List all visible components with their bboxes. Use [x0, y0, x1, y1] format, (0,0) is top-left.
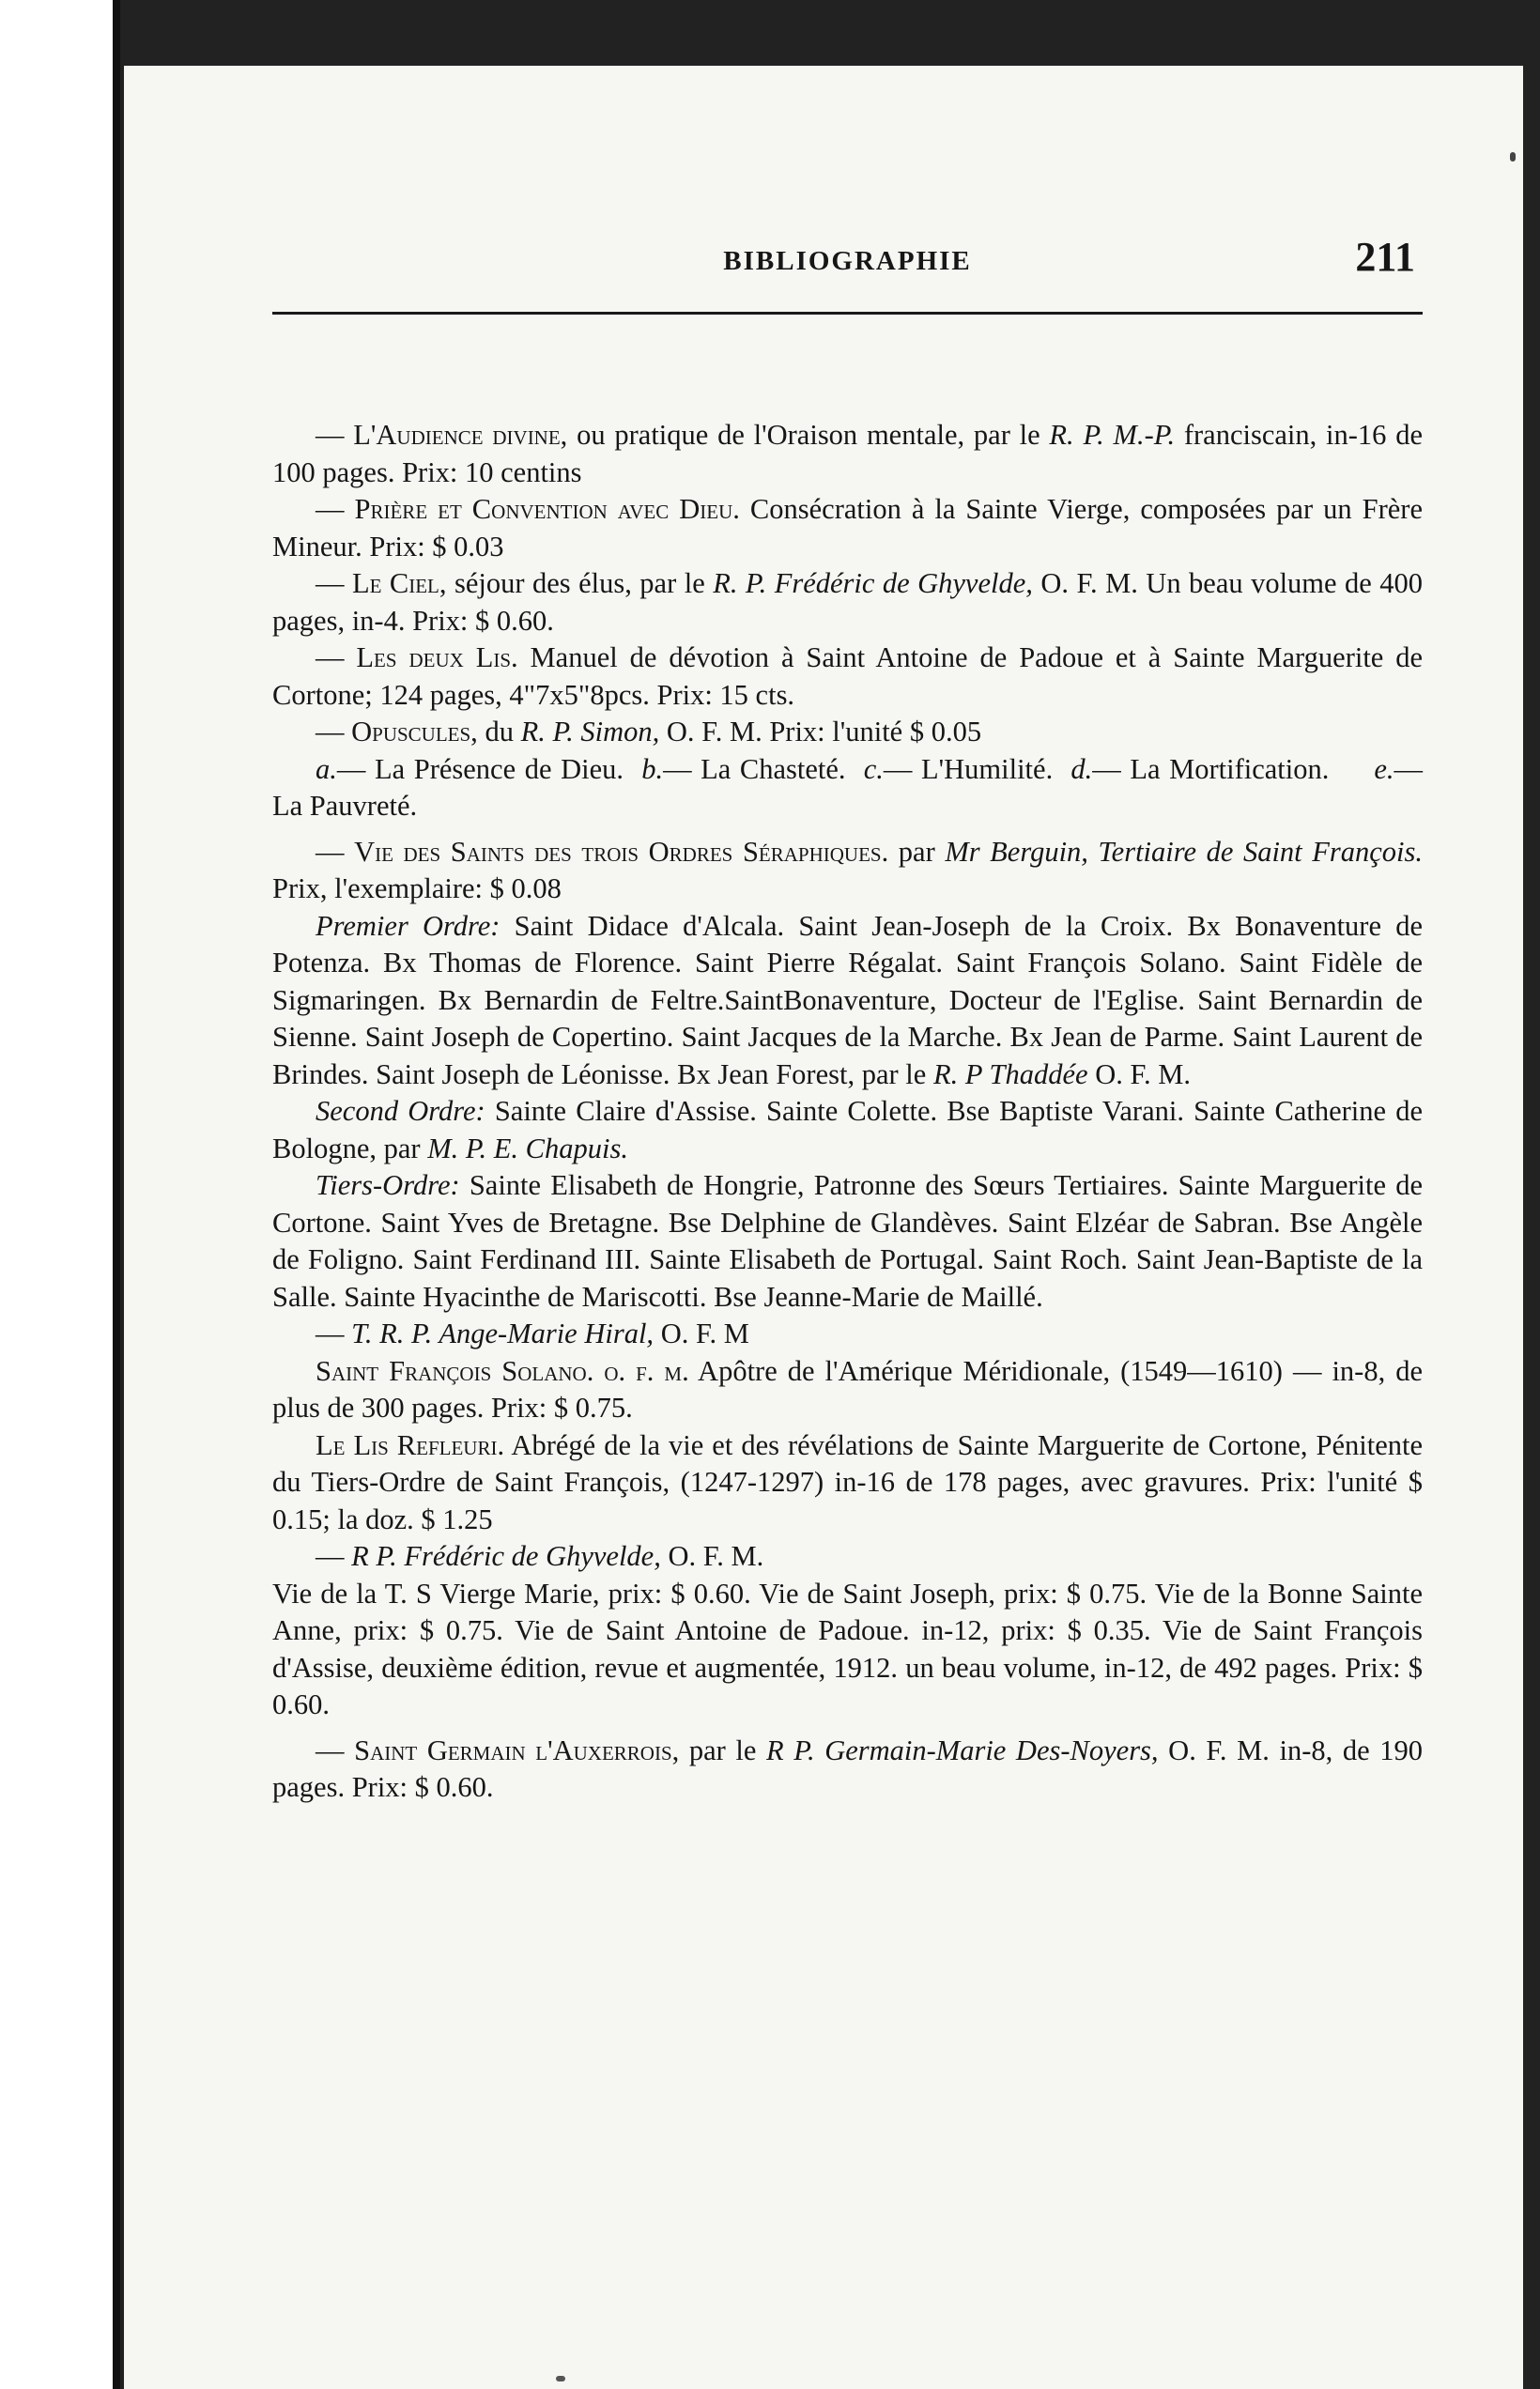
- entry-ghyvelde: — R P. Frédéric de Ghyvelde, O. F. M.: [316, 1540, 764, 1572]
- premier-ordre: Premier Ordre: Saint Didace d'Alcala. Saint Jean-Joseph de la Croix. Bx Bonaventure de Potenza. Bx Thomas de Florence. Saint Pierre Régalat. Saint François Solano. Saint Fidèle de Sigmaringen. Bx Bernardin de Feltre.SaintBonaventure, Docteur de l'Eglise. Saint Bernardin de Sienne. Saint Joseph de Copertino. Saint Jacques de la Marche. Bx Jean de Parme. Saint Laurent de Brindes. Saint Joseph de Léonisse. Bx Jean Forest, par le R. P Thaddée O. F. M.: [272, 909, 1423, 1090]
- entry-priere-convention: — Prière et Convention avec Dieu. Consécration à la Sainte Vierge, composées par un Frère Mineur. Prix: $ 0.03: [272, 493, 1423, 563]
- entry-opuscules: — Opuscules, du R. P. Simon, O. F. M. Prix: l'unité $ 0.05: [316, 716, 982, 748]
- entry-saint-francois-solano: Saint François Solano. o. f. m. Apôtre de l'Amérique Méridionale, (1549—1610) — in-8, de plus de 300 pages. Prix: $ 0.75.: [272, 1354, 1423, 1424]
- entry-audience-divine: — L'Audience divine, ou pratique de l'Oraison mentale, par le R. P. M.-P. franciscain, in-16 de 100 pages. Prix: 10 centins: [272, 419, 1423, 488]
- entry-les-deux-lis: — Les deux Lis. Manuel de dévotion à Saint Antoine de Padoue et à Sainte Marguerite de Cortone; 124 pages, 4"7x5"8pcs. Prix: 15 cts.: [272, 641, 1424, 711]
- tiers-ordre: Tiers-Ordre: Sainte Elisabeth de Hongrie, Patronne des Sœurs Tertiaires. Sainte Marguerite de Cortone. Saint Yves de Bretagne. Bse Delphine de Glandèves. Saint Elzéar de Sabran. Bse Angèle de Foligno. Saint Ferdinand III. Sainte Elisabeth de Portugal. Saint Roch. Saint Jean-Baptiste de la Salle. Sainte Hyacinthe de Mariscotti. Bse Jeanne-Marie de Maillé.: [272, 1169, 1423, 1313]
- entry-hiral: — T. R. P. Ange-Marie Hiral, O. F. M: [316, 1318, 749, 1349]
- entry-le-ciel: — Le Ciel, séjour des élus, par le R. P. Frédéric de Ghyvelde, O. F. M. Un beau volume de 400 pages, in-4. Prix: $ 0.60.: [272, 567, 1424, 637]
- entry-vie-des-saints: — Vie des Saints des trois Ordres Séraphiques. par Mr Berguin, Tertiaire de Saint François. Prix, l'exemplaire: $ 0.08: [272, 835, 1423, 904]
- second-ordre: Second Ordre: Sainte Claire d'Assise. Sainte Colette. Bse Baptiste Varani. Sainte Catherine de Bologne, par M. P. E. Chapuis.: [272, 1095, 1423, 1164]
- opuscules-list: a.— La Présence de Dieu. b.— La Chasteté. c.— L'Humilité. d.— La Mortification. e.— La Pauvreté.: [272, 752, 1424, 822]
- bibliography-body: [272, 417, 1423, 1807]
- scan-speck: [1510, 152, 1516, 162]
- book-page: [124, 66, 1523, 2389]
- page-header: [272, 234, 1423, 349]
- entry-le-lis-refleuri: Le Lis Refleuri. Abrégé de la vie et des révélations de Sainte Marguerite de Cortone, Pénitente du Tiers-Ordre de Saint François, (1247-1297) in-16 de 178 pages, avec gravures. Prix: l'unité $ 0.15; la doz. $ 1.25: [272, 1428, 1424, 1535]
- vies-list: Vie de la T. S Vierge Marie, prix: $ 0.60. Vie de Saint Joseph, prix: $ 0.75. Vie de la Bonne Sainte Anne, prix: $ 0.75. Vie de Saint Antoine de Padoue. in-12, prix: $ 0.35. Vie de Saint François d'Assise, deuxième édition, revue et augmentée, 1912. un beau volume, in-12, de 492 pages. Prix: $ 0.60.: [272, 1577, 1423, 1720]
- running-title: BIBLIOGRAPHIE: [723, 246, 972, 276]
- header-rule: [272, 312, 1423, 315]
- entry-saint-germain: — Saint Germain l'Auxerrois, par le R P. Germain-Marie Des-Noyers, O. F. M. in-8, de 190 pages. Prix: $ 0.60.: [272, 1734, 1424, 1803]
- scan-speck: [556, 2376, 565, 2381]
- page-number: 211: [1355, 234, 1415, 280]
- film-margin: [0, 0, 120, 2389]
